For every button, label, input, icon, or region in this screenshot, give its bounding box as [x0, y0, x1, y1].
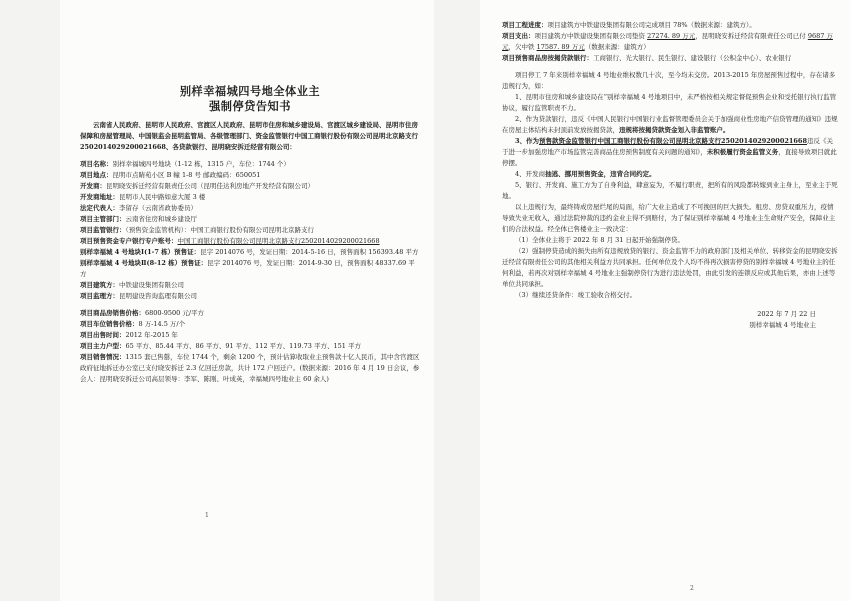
field-label: 项目地点： — [80, 171, 113, 179]
decision-2: （2）强制停贷造成的损失由所有违规放贷的银行、资金监管不力的政府部门及相关单位、转移资金的昆明晓安拆迁经营有限责任公司的其他相关利益方共同承担。任何单位及个人均不得再次损害停贷的别样幸福城 4 号地业主的任何利益，若再次对别样幸福城 4 号地业主强制停贷行为进行违法处罚，由此引发的连锁反应或其他后果，亦由上述等单位共同承担。 — [502, 247, 838, 288]
decision-3: （3）继续还贷条件：竣工验收合格交付。 — [515, 291, 637, 299]
field-unit-types — [80, 341, 420, 352]
violation-item-3 — [502, 136, 838, 169]
item-emphasis-underlined: 预售款资金监管银行中国工商银行股份有限公司昆明北京路支行2502014029200021668 — [539, 137, 807, 145]
field-value: 昆明市人民中路如意大厦 3 楼 — [119, 193, 206, 201]
document-page-1 — [60, 0, 434, 601]
field-value: 1315 套已售罄，车位 1744 个，剩余 1200 个，预计估算收取业主预售款十亿人民币，其中含官渡区政府征地拆迁办公室已支付晓安拆迁 2.3 亿回迁房款，共计 172 户回迁户。(数据来源：2016 年 4 月 19 日会议，参会人：昆明晓安拆迁公司高层领导：李军、陈刚、叶成英，幸福城四号地业主 60 余人) — [80, 353, 420, 383]
item-text: ，直接导致项目就此停摆。 — [502, 148, 837, 167]
violation-item-1: 1、昆明市住房和城乡建设局在“别样幸福城 4 号地项目中，未严格按相关规定督促预售企业和受托银行执行监管协议，履行监管职责不力。 — [502, 93, 837, 112]
field-label: 项目出售时间： — [80, 331, 126, 339]
expense-amount-advanced: 27274. 89 万元 — [647, 32, 696, 40]
item-emphasis: 未积极履行资金监管义务 — [706, 148, 779, 156]
field-value: 6800-9500 元/平方 — [145, 309, 205, 317]
field-label: 项目监理方： — [80, 292, 119, 300]
field-value: 项目建筑方中铁建设集团有限公司完成项目 78%（数据来源：建筑方）。 — [547, 21, 756, 29]
field-label: 项目预售资金专户银行专户账号： — [80, 237, 178, 245]
violation-item-4 — [502, 169, 838, 180]
field-label: 开发商地址： — [80, 193, 119, 201]
letter-signature: 别样幸福城 4 号地业主 — [749, 321, 816, 329]
expense-amount-paid: 9687 万元 — [502, 32, 833, 51]
field-value: 中国工商银行股份有限公司昆明北京路支行2502014029200021668 — [177, 237, 380, 245]
field-value: 工商银行、光大银行、民生银行、建设银行（公积金中心）、农业银行 — [593, 54, 792, 62]
field-value: （预售资金监管机构）：中国工商银行股份有限公司昆明北京路支行 — [125, 226, 314, 234]
field-label: 项目销售情况： — [80, 353, 126, 361]
field-label: 项目监管银行： — [80, 226, 126, 234]
item-emphasis: 抽逃、挪用预售资金，违背合同约定。 — [545, 170, 656, 178]
field-developer-address — [80, 192, 420, 203]
field-price — [80, 308, 420, 319]
expense-text: ，欠中铁 — [508, 43, 537, 51]
field-label: 项目主力户型： — [80, 342, 126, 350]
page-number-1: 1 — [205, 512, 209, 519]
decision-1: （1）全体业主将于 2022 年 8 月 31 日起开始强制停贷。 — [515, 236, 684, 244]
field-mortgage-banks — [502, 53, 838, 64]
field-label: 项目支出： — [502, 32, 535, 40]
expense-amount-owed: 17587. 89 万元 — [536, 43, 585, 51]
field-label: 项目工程进度： — [502, 21, 548, 29]
field-value: 2012 年-2015 年 — [125, 331, 178, 339]
document-page-2 — [480, 0, 850, 601]
field-label: 项目预售商品房按揭贷款银行： — [502, 54, 593, 62]
addressees: 云南省人民政府、昆明市人民政府、官渡区人民政府、昆明市住房和城乡建设局、官渡区城乡建设局、昆明市住房保障和房屋管理局、中国银监会昆明监管局、各级管理部门、资金监管银行中国工商银行股份有限公司昆明北京路支行2502014029200021668、各贷款银行、昆明晓安拆迁经营有限公司： — [80, 121, 418, 151]
field-legal-rep — [80, 203, 420, 214]
field-value: 别样幸福城四号地块（1-12 栋，1315 户，车位：1744 个） — [112, 160, 290, 168]
page-title-line1: 别样幸福城四号地全体业主 — [179, 84, 321, 98]
expense-text: ，昆明晓安拆迁经营有限责任公司已付 — [695, 32, 808, 40]
field-project-location — [80, 170, 420, 181]
item-text: 2、作为贷款银行，违反《中国人民银行中国银行业监督管理委员会关于加强商业性房地产信贷管理的通知》违规在房屋主体结构未封顶前发放按揭贷款， — [502, 115, 838, 134]
field-fund-account — [80, 236, 420, 247]
field-label: 法定代表人： — [80, 204, 119, 212]
field-label: 项目名称： — [80, 160, 113, 168]
field-value: 昆字 2014076 号，发证日期：2014-5-16 日，预售面积 156393.48 平方 — [200, 248, 419, 256]
field-label: 别样幸福城 4 号地块Ⅰ(1-7 栋）预售证： — [80, 248, 201, 256]
violation-item-2 — [502, 114, 838, 136]
violation-item-5: 5、银行、开发商、施工方为了自身利益，肆意妄为，不履行职责，把所有的风险都转嫁到业主身上，至业主于死地。 — [502, 181, 838, 200]
field-progress — [502, 20, 838, 31]
field-label: 开发商： — [80, 182, 106, 190]
field-label: 别样幸福城 4 号地块Ⅱ(8-12 栋）预售证： — [80, 259, 208, 267]
field-builder — [80, 280, 420, 291]
field-label: 项目建筑方： — [80, 281, 119, 289]
field-developer — [80, 181, 420, 192]
field-project-name — [80, 159, 420, 170]
field-label: 项目车位销售价格： — [80, 320, 139, 328]
expense-text: （数据来源：建筑方） — [584, 43, 650, 51]
field-expense — [502, 31, 838, 53]
main-paragraph: 以上违规行为，最终铸成房屋烂尾的局面，给广大业主造成了不可挽回的巨大损失。租房、房贷双重压力，疫情导致失业无收入，通过法院仲裁的违约金业主得不到赔付，为了保证别样幸福城 4 号地业主生命财产安全，保障业主们的合法权益。经全体已售楼业主一致决定： — [502, 203, 836, 233]
field-value: 65 平方、85.44 平方、86 平方、91 平方、112 平方、119.73 平方、151 平方 — [125, 342, 361, 350]
field-label: 项目主管部门： — [80, 215, 126, 223]
field-supervisor — [80, 291, 420, 302]
field-parking-price — [80, 319, 420, 330]
page-title-line2: 强制停贷告知书 — [209, 99, 291, 113]
field-value: 昆明建设咨询监理有限公司 — [119, 292, 197, 300]
field-authority — [80, 214, 420, 225]
field-value: 昆明晓安拆迁经营有限责任公司（昆明佳达利房地产开发经营有限公司） — [106, 182, 314, 190]
field-supervising-bank — [80, 225, 420, 236]
field-sales-status — [80, 352, 420, 385]
letter-date: 2022 年 7 月 22 日 — [757, 310, 816, 318]
field-label: 项目商品房销售价格： — [80, 309, 145, 317]
item-text: 4、开发商 — [515, 170, 546, 178]
expense-text: 项目建筑方中铁建设集团有限公司垫资 — [534, 32, 648, 40]
field-value: 昆明市点睛苑小区 B 幢 1-8 号 邮政编码：650051 — [112, 171, 261, 179]
field-value: 中铁建设集团有限公司 — [119, 281, 184, 289]
page-number-2: 2 — [690, 585, 694, 592]
field-value: 云南省住房和城乡建设厅 — [125, 215, 197, 223]
field-value: 昆字 2014076 号，发证日期：2014-9-30 日，预售面积 48337.69 平方 — [80, 259, 415, 278]
field-permit-2 — [80, 258, 420, 280]
field-sale-period — [80, 330, 420, 341]
intro-paragraph: 项目停工 7 年来别样幸福城 4 号地业维权数几十次，至今均未交房。2013-2015 年房屋预售过程中，存在诸多违规行为，如： — [502, 71, 836, 90]
item-emphasis: 3、作为 — [515, 137, 540, 145]
field-value: 李留存（云南省政协委员） — [119, 204, 197, 212]
field-permit-1 — [80, 247, 420, 258]
field-value: 8 万-14.5 万/个 — [138, 320, 186, 328]
item-text: 违反《关于进一步加强房地产市场监管完善商品住房预售制度有关问题的通知》， — [502, 137, 833, 156]
item-emphasis: 违规将按揭贷款资金划入非监管账户。 — [619, 126, 730, 134]
